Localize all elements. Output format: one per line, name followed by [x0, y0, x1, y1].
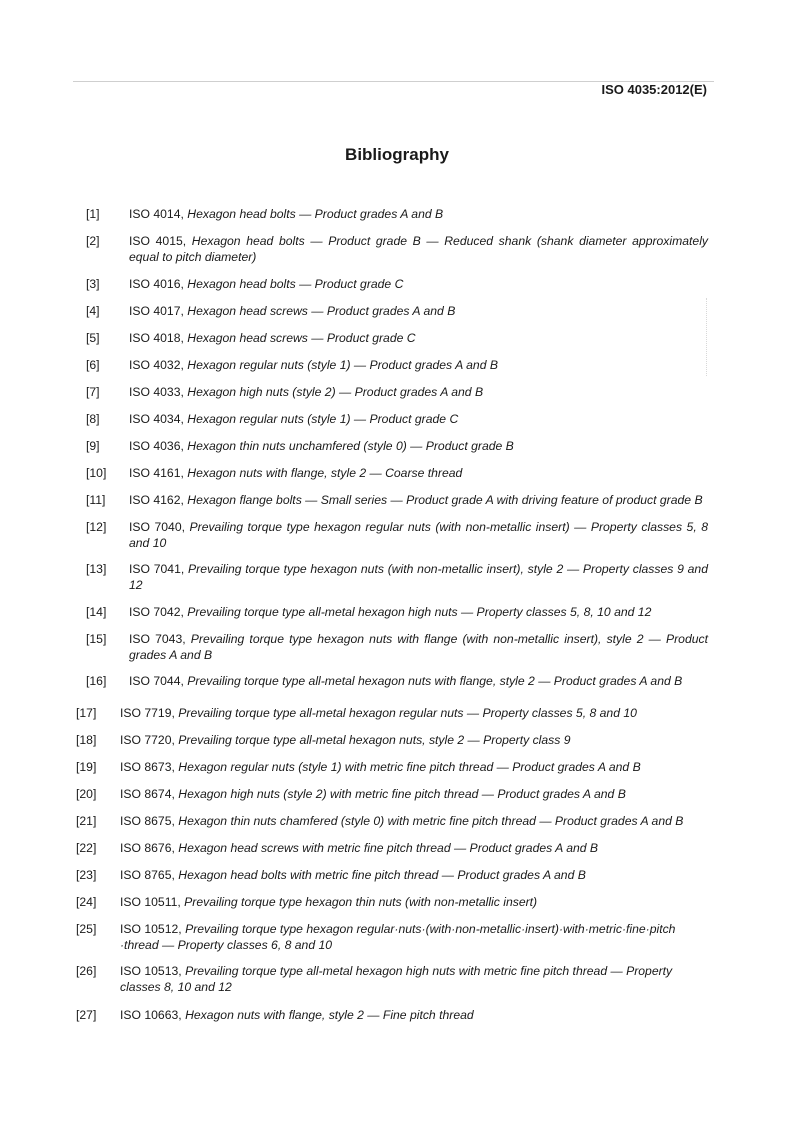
standard-number: ISO 7044 [129, 674, 181, 688]
reference-number: [19] [76, 760, 97, 774]
reference-text: ISO 4034, Hexagon regular nuts (style 1) — Product grade C [129, 412, 459, 426]
standard-number: ISO 4161 [129, 466, 181, 480]
standard-number: ISO 10512 [120, 922, 179, 936]
standard-title: Hexagon head screws with metric fine pitch thread — Product grades A and B [178, 841, 599, 855]
standard-title: Prevailing torque type hexagon nuts (with non-metallic insert), style 2 — Property classes 9 and 12 [129, 562, 708, 592]
standard-number: ISO 4036 [129, 439, 181, 453]
reference-text: ISO 8675, Hexagon thin nuts chamfered (style 0) with metric fine pitch thread — Product grades A and B [120, 814, 684, 828]
reference-text: ISO 4018, Hexagon head screws — Product grade C [129, 331, 416, 345]
reference-number: [10] [86, 466, 107, 480]
reference-number: [14] [86, 605, 107, 619]
reference-number: [25] [76, 922, 97, 936]
standard-number: ISO 4015 [129, 234, 183, 248]
reference-text: ISO 10512, Prevailing torque type hexagon regular·nuts·(with·non-metallic·insert)·with·metric·fine·pitch ·thread — Property classes 6, 8 and 10 [120, 922, 676, 952]
standard-title: Prevailing torque type all-metal hexagon nuts, style 2 — Property class 9 [178, 733, 571, 747]
reference-text: ISO 8676, Hexagon head screws with metric fine pitch thread — Product grades A and B [120, 841, 599, 855]
reference-number: [16] [86, 674, 107, 688]
reference-text: ISO 4017, Hexagon head screws — Product grades A and B [129, 304, 456, 318]
reference-number: [6] [86, 358, 100, 372]
standard-title: Hexagon head bolts — Product grade B — Reduced shank (shank diameter approximately equal to pitch diameter) [129, 234, 709, 264]
standard-title: Hexagon thin nuts unchamfered (style 0) — Product grade B [187, 439, 514, 453]
standard-number: ISO 7719 [120, 706, 172, 720]
reference-number: [4] [86, 304, 100, 318]
reference-number: [22] [76, 841, 97, 855]
standard-title: Hexagon head screws — Product grade C [187, 331, 416, 345]
reference-text: ISO 4162, Hexagon flange bolts — Small series — Product grade A with driving feature of product grade B [129, 493, 703, 507]
standard-number: ISO 4018 [129, 331, 181, 345]
reference-number: [21] [76, 814, 97, 828]
standard-title: Hexagon regular nuts (style 1) — Product grade C [187, 412, 459, 426]
reference-number: [3] [86, 277, 100, 291]
standard-title: Prevailing torque type all-metal hexagon nuts with flange, style 2 — Product grades A and B [187, 674, 683, 688]
reference-text: ISO 4015, Hexagon head bolts — Product grade B — Reduced shank (shank diameter approximately equal to pitch diameter) [129, 234, 709, 264]
standard-number: ISO 4014 [129, 207, 181, 221]
standard-number: ISO 8675 [120, 814, 172, 828]
standard-number: ISO 7720 [120, 733, 172, 747]
reference-number: [9] [86, 439, 100, 453]
standard-number: ISO 4162 [129, 493, 181, 507]
standard-number: ISO 7040 [129, 520, 182, 534]
reference-number: [27] [76, 1008, 97, 1022]
reference-number: [24] [76, 895, 97, 909]
standard-number: ISO 4033 [129, 385, 181, 399]
reference-text: ISO 7040, Prevailing torque type hexagon regular nuts (with non-metallic insert) — Property classes 5, 8 and 10 [129, 520, 708, 550]
standard-title: Prevailing torque type all-metal hexagon high nuts — Property classes 5, 8, 10 and 12 [187, 605, 652, 619]
reference-text: ISO 10663, Hexagon nuts with flange, style 2 — Fine pitch thread [120, 1008, 474, 1022]
standard-number: ISO 8676 [120, 841, 172, 855]
reference-number: [17] [76, 706, 97, 720]
reference-text: ISO 8673, Hexagon regular nuts (style 1) with metric fine pitch thread — Product grades A and B [120, 760, 641, 774]
reference-number: [23] [76, 868, 97, 882]
standard-number: ISO 7041 [129, 562, 181, 576]
standard-number: ISO 8765 [120, 868, 172, 882]
reference-number: [12] [86, 520, 107, 534]
standard-title: Prevailing torque type all-metal hexagon high nuts with metric fine pitch thread — Property classes 8, 10 and 12 [120, 964, 673, 994]
standard-title: Hexagon nuts with flange, style 2 — Coarse thread [187, 466, 463, 480]
standard-title: Hexagon head bolts — Product grades A and B [187, 207, 444, 221]
standard-number: ISO 4016 [129, 277, 181, 291]
reference-text: ISO 8674, Hexagon high nuts (style 2) with metric fine pitch thread — Product grades A and B [120, 787, 626, 801]
standard-title: Hexagon flange bolts — Small series — Product grade A with driving feature of product grade B [187, 493, 703, 507]
page-title: Bibliography [345, 145, 449, 164]
standard-title: Prevailing torque type hexagon nuts with flange (with non-metallic insert), style 2 — Product grades A and B [129, 632, 708, 662]
document-id: ISO 4035:2012(E) [601, 82, 707, 97]
reference-text: ISO 4161, Hexagon nuts with flange, style 2 — Coarse thread [129, 466, 463, 480]
reference-text: ISO 4032, Hexagon regular nuts (style 1) — Product grades A and B [129, 358, 498, 372]
reference-number: [1] [86, 207, 100, 221]
standard-title: Prevailing torque type hexagon thin nuts (with non-metallic insert) [184, 895, 538, 909]
standard-title: Prevailing torque type all-metal hexagon regular nuts — Property classes 5, 8 and 10 [178, 706, 637, 720]
standard-title: Hexagon regular nuts (style 1) with metric fine pitch thread — Product grades A and B [178, 760, 641, 774]
reference-number: [26] [76, 964, 97, 978]
reference-number: [7] [86, 385, 100, 399]
reference-text: ISO 8765, Hexagon head bolts with metric fine pitch thread — Product grades A and B [120, 868, 586, 882]
reference-text: ISO 7720, Prevailing torque type all-metal hexagon nuts, style 2 — Property class 9 [120, 733, 571, 747]
standard-title: Hexagon head bolts with metric fine pitch thread — Product grades A and B [178, 868, 586, 882]
reference-text: ISO 4016, Hexagon head bolts — Product grade C [129, 277, 404, 291]
reference-number: [5] [86, 331, 100, 345]
standard-title: Hexagon nuts with flange, style 2 — Fine pitch thread [185, 1008, 474, 1022]
standard-number: ISO 10511 [120, 895, 178, 909]
standard-number: ISO 10663 [120, 1008, 179, 1022]
standard-title: Prevailing torque type hexagon regular nuts (with non-metallic insert) — Property classes 5, 8 and 10 [129, 520, 708, 550]
reference-text: ISO 7041, Prevailing torque type hexagon nuts (with non-metallic insert), style 2 — Property classes 9 and 12 [129, 562, 708, 592]
standard-title: Hexagon high nuts (style 2) with metric fine pitch thread — Product grades A and B [178, 787, 626, 801]
standard-title: Hexagon head screws — Product grades A and B [187, 304, 456, 318]
reference-number: [11] [86, 493, 106, 507]
reference-number: [2] [86, 234, 100, 248]
reference-text: ISO 4033, Hexagon high nuts (style 2) — Product grades A and B [129, 385, 484, 399]
reference-text: ISO 7042, Prevailing torque type all-metal hexagon high nuts — Property classes 5, 8, 10 and 12 [129, 605, 652, 619]
standard-number: ISO 4017 [129, 304, 181, 318]
standard-number: ISO 8674 [120, 787, 172, 801]
standard-number: ISO 4034 [129, 412, 181, 426]
reference-text: ISO 7719, Prevailing torque type all-metal hexagon regular nuts — Property classes 5, 8 and 10 [120, 706, 637, 720]
reference-number: [13] [86, 562, 107, 576]
standard-number: ISO 10513 [120, 964, 179, 978]
reference-number: [20] [76, 787, 97, 801]
reference-text: ISO 7043, Prevailing torque type hexagon nuts with flange (with non-metallic insert), style 2 — Product grades A and B [129, 632, 708, 662]
reference-number: [15] [86, 632, 107, 646]
reference-text: ISO 10511, Prevailing torque type hexagon thin nuts (with non-metallic insert) [120, 895, 538, 909]
reference-text: ISO 10513, Prevailing torque type all-metal hexagon high nuts with metric fine pitch thread — Property classes 8, 10 and 12 [120, 964, 673, 994]
reference-text: ISO 7044, Prevailing torque type all-metal hexagon nuts with flange, style 2 — Product grades A and B [129, 674, 683, 688]
standard-title: Prevailing torque type hexagon regular·nuts·(with·non-metallic·insert)·with·metric·fine·pitch ·thread — Property classes 6, 8 and 10 [120, 922, 676, 952]
standard-title: Hexagon high nuts (style 2) — Product grades A and B [187, 385, 484, 399]
standard-title: Hexagon regular nuts (style 1) — Product grades A and B [187, 358, 498, 372]
standard-number: ISO 7042 [129, 605, 181, 619]
reference-number: [8] [86, 412, 100, 426]
reference-number: [18] [76, 733, 97, 747]
standard-title: Hexagon head bolts — Product grade C [187, 277, 404, 291]
standard-title: Hexagon thin nuts chamfered (style 0) with metric fine pitch thread — Product grades A and B [178, 814, 684, 828]
standard-number: ISO 8673 [120, 760, 172, 774]
standard-number: ISO 7043 [129, 632, 183, 646]
reference-text: ISO 4036, Hexagon thin nuts unchamfered (style 0) — Product grade B [129, 439, 514, 453]
standard-number: ISO 4032 [129, 358, 181, 372]
reference-text: ISO 4014, Hexagon head bolts — Product grades A and B [129, 207, 444, 221]
